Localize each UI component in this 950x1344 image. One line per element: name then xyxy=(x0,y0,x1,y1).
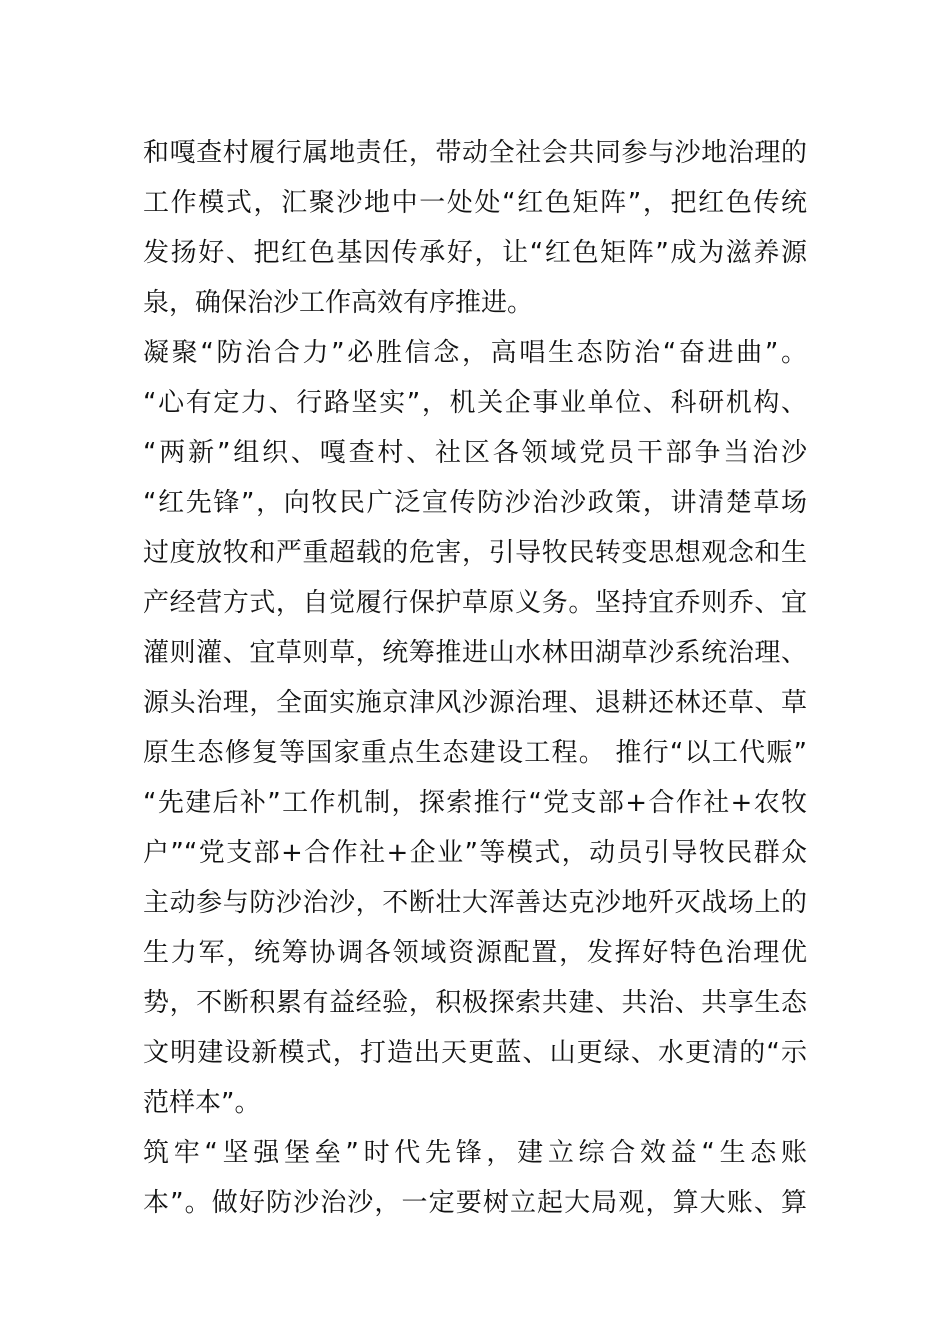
text-line: 主动参与防沙治沙，不断壮大浑善达克沙地歼灭战场上的 xyxy=(143,888,807,918)
text-line: 泉，确保治沙工作高效有序推进。 xyxy=(143,288,534,318)
text-line: 产经营方式，自觉履行保护草原义务。坚持宜乔则乔、宜 xyxy=(143,588,807,618)
text-line: 凝聚“防治合力”必胜信念，高唱生态防治“奋进曲”。 xyxy=(143,338,807,368)
text-line: 文明建设新模式，打造出天更蓝、山更绿、水更清的“示 xyxy=(143,1038,807,1068)
text-line: 本”。做好防沙治沙，一定要树立起大局观，算大账、算 xyxy=(143,1188,807,1218)
text-line: 源头治理，全面实施京津风沙源治理、退耕还林还草、草 xyxy=(143,688,807,718)
document-body xyxy=(143,128,807,1228)
text-line: “红先锋”，向牧民广泛宣传防沙治沙政策，讲清楚草场 xyxy=(143,488,807,518)
text-line: 灌则灌、宜草则草，统筹推进山水林田湖草沙系统治理、 xyxy=(143,638,807,668)
text-line: 势，不断积累有益经验，积极探索共建、共治、共享生态 xyxy=(143,988,807,1018)
text-line: 范样本”。 xyxy=(143,1088,261,1118)
text-line: 工作模式，汇聚沙地中一处处“红色矩阵”，把红色传统 xyxy=(143,188,807,218)
text-line: 过度放牧和严重超载的危害，引导牧民转变思想观念和生 xyxy=(143,538,807,568)
text-line: “心有定力、行路坚实”，机关企事业单位、科研机构、 xyxy=(143,388,807,418)
text-line: 原生态修复等国家重点生态建设工程。 推行“以工代赈” xyxy=(143,738,807,768)
text-line: 生力军，统筹协调各领域资源配置，发挥好特色治理优 xyxy=(143,938,807,968)
text-line: “两新”组织、嘎查村、社区各领域党员干部争当治沙 xyxy=(143,438,807,468)
text-line: “先建后补”工作机制，探索推行“党支部+合作社+农牧 xyxy=(143,788,807,818)
text-line: 筑牢“坚强堡垒”时代先锋，建立综合效益“生态账 xyxy=(143,1138,807,1168)
text-line: 和嘎查村履行属地责任，带动全社会共同参与沙地治理的 xyxy=(143,138,807,168)
text-line: 发扬好、把红色基因传承好，让“红色矩阵”成为滋养源 xyxy=(143,238,807,268)
text-line: 户”“党支部+合作社+企业”等模式，动员引导牧民群众 xyxy=(143,838,807,868)
